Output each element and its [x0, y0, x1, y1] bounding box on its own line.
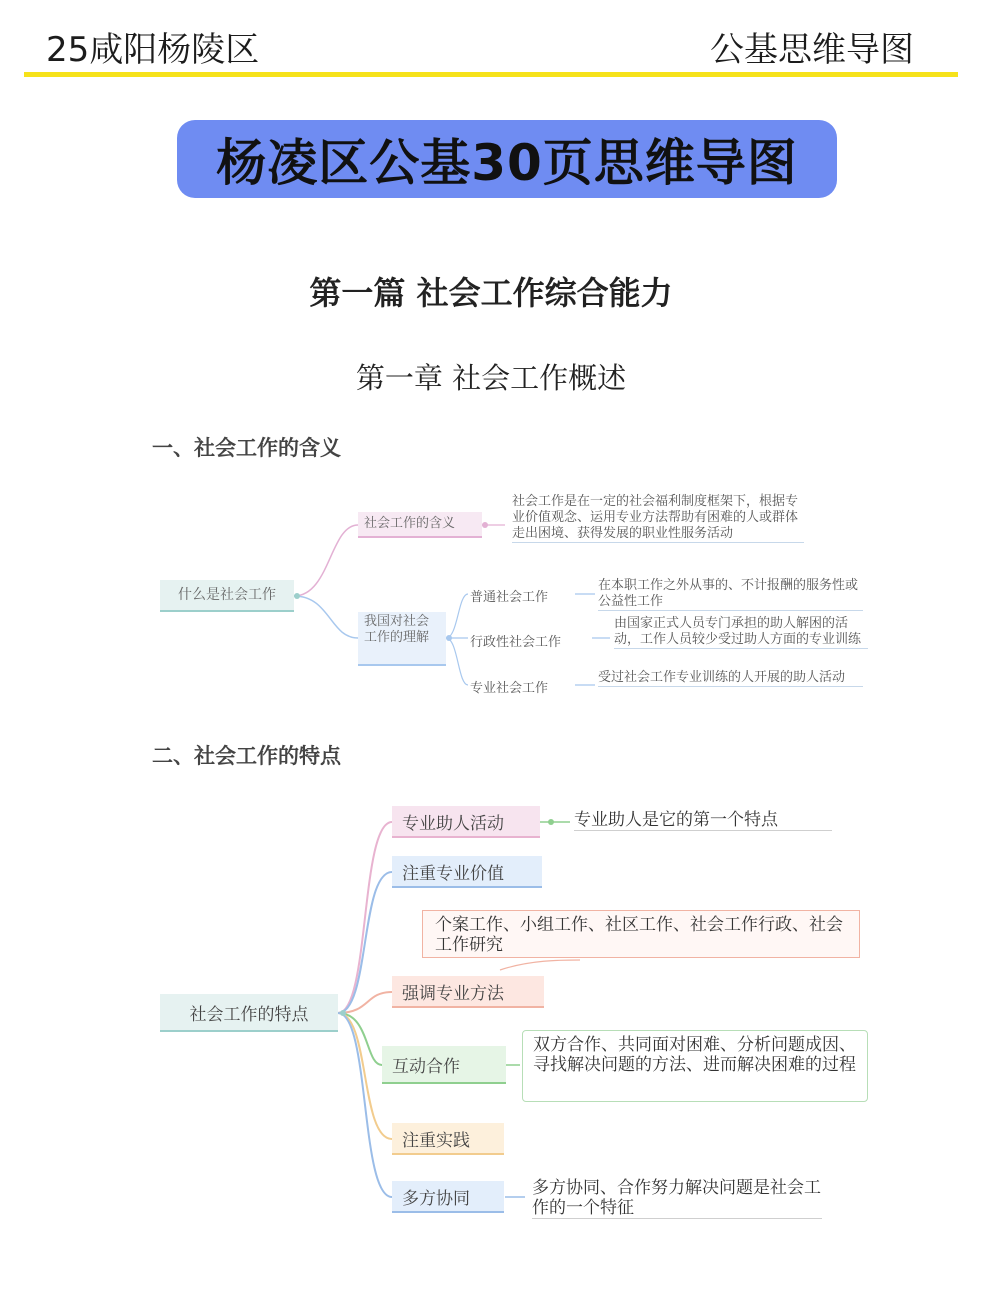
understanding-item-label: 专业社会工作 [470, 681, 549, 696]
understanding-item-desc: 由国家正式人员专门承担的助人解困的活动，工作人员较少受过助人方面的专业训练 [614, 616, 868, 649]
feature-node: 互动合作 [382, 1046, 506, 1084]
feature-node: 注重实践 [392, 1123, 504, 1155]
feature-node: 多方协同 [392, 1181, 504, 1213]
header-left-title: 25咸阳杨陵区 [46, 30, 260, 70]
feature-desc: 双方合作、共同面对困难、分析问题成因、寻找解决问题的方法、进而解决困难的过程 [522, 1030, 868, 1102]
feature-node: 强调专业方法 [392, 976, 544, 1008]
feature-desc: 个案工作、小组工作、社区工作、社会工作行政、社会工作研究 [422, 910, 860, 958]
banner-title: 杨凌区公基30页思维导图 [216, 134, 798, 192]
map1-root-node: 什么是社会工作 [160, 580, 294, 612]
understanding-item-label: 普通社会工作 [470, 590, 549, 605]
header-right-title: 公基思维导图 [710, 30, 914, 70]
chapter-title: 第一章 社会工作概述 [355, 361, 627, 395]
understanding-item-desc: 在本职工作之外从事的、不计报酬的服务性或公益性工作 [598, 578, 863, 611]
feature-node: 注重专业价值 [392, 856, 542, 888]
map2-root-node: 社会工作的特点 [160, 994, 338, 1032]
part-title: 第一篇 社会工作综合能力 [309, 274, 673, 312]
feature-desc: 多方协同、合作努力解决问题是社会工作的一个特征 [532, 1178, 821, 1218]
feature-node: 专业助人活动 [392, 806, 540, 838]
section1-title: 一、社会工作的含义 [152, 436, 341, 460]
understanding-node: 我国对社会工作的理解 [358, 612, 446, 666]
meaning-desc: 社会工作是在一定的社会福利制度框架下，根据专业价值观念、运用专业方法帮助有困难的人或群体走出困境、获得发展的职业性服务活动 [512, 494, 804, 543]
understanding-item-label: 行政性社会工作 [470, 635, 562, 650]
section2-title: 二、社会工作的特点 [152, 744, 341, 768]
feature-desc: 专业助人是它的第一个特点 [574, 810, 832, 831]
meaning-node: 社会工作的含义 [358, 512, 482, 538]
understanding-item-desc: 受过社会工作专业训练的人开展的助人活动 [598, 670, 863, 687]
